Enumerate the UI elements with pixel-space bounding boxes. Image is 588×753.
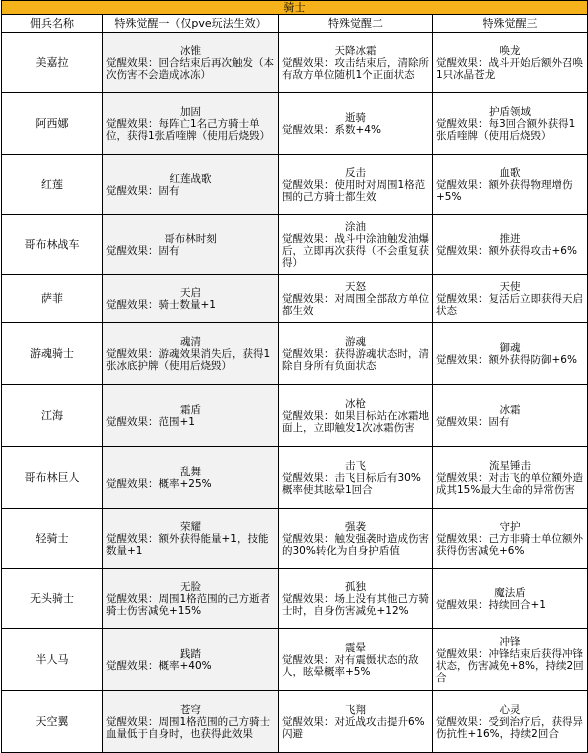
awakening-2-skill: 涂油 xyxy=(345,220,366,233)
awakening-1-skill: 红莲战歌 xyxy=(169,172,212,185)
mercenary-name: 阿西娜 xyxy=(2,93,103,155)
awakening-2-cell xyxy=(279,691,433,753)
awakening-2-skill: 天降冰霜 xyxy=(334,44,377,57)
mercenary-name: 萨菲 xyxy=(2,275,103,323)
mercenary-name: 哥布林战车 xyxy=(2,215,103,275)
table-row xyxy=(2,215,588,275)
header-awakening-1: 特殊觉醒一（仅pve玩法生效） xyxy=(103,15,279,33)
awakening-2-effect: 觉醒效果：击飞目标后有30%概率使其眩晕1回合 xyxy=(282,471,421,496)
awakening-2-skill: 孤独 xyxy=(345,580,366,593)
awakening-3-cell xyxy=(433,509,588,569)
header-mercenary-name: 佣兵名称 xyxy=(2,15,103,33)
awakening-1-effect: 觉醒效果：范围+1 xyxy=(106,415,195,428)
awakening-3-skill: 唤龙 xyxy=(499,44,521,57)
table-row xyxy=(2,385,588,447)
awakening-3-skill: 心灵 xyxy=(499,703,521,716)
awakening-3-effect: 觉醒效果：己方非骑士单位额外获得伤害减免+6% xyxy=(436,532,583,557)
awakening-2-effect: 觉醒效果：对近战攻击提升6%闪避 xyxy=(282,715,425,740)
table-row xyxy=(2,447,588,509)
awakening-3-effect: 觉醒效果：对击飞的单位额外造成其15%最大生命的异常伤害 xyxy=(436,471,583,496)
awakening-1-effect: 觉醒效果：周围1格范围的己方逝者骑士伤害减免+15% xyxy=(106,592,271,617)
awakening-2-effect: 觉醒效果：场上没有其他己方骑士时，自身伤害减免+12% xyxy=(282,592,429,617)
awakening-3-skill: 护盾领域 xyxy=(489,105,531,118)
mercenary-name: 游魂骑士 xyxy=(2,323,103,385)
awakening-2-cell xyxy=(279,569,433,629)
mercenary-name: 江海 xyxy=(2,385,103,447)
awakening-2-cell xyxy=(279,215,433,275)
table-row xyxy=(2,629,588,691)
awakening-2-cell xyxy=(279,323,433,385)
awakening-3-cell xyxy=(433,447,588,509)
awakening-2-cell xyxy=(279,155,433,215)
table-title: 骑士 xyxy=(2,1,588,15)
awakening-1-skill: 苍穹 xyxy=(180,703,201,716)
awakening-3-skill: 推进 xyxy=(499,232,521,245)
mercenary-name: 美嘉拉 xyxy=(2,33,103,93)
awakening-2-skill: 震晕 xyxy=(345,641,366,654)
awakening-3-skill: 血歌 xyxy=(499,166,521,179)
awakening-1-cell xyxy=(103,215,279,275)
awakening-2-cell xyxy=(279,629,433,691)
awakening-2-skill: 游魂 xyxy=(345,335,366,348)
awakening-3-effect: 觉醒效果：冲锋结束后获得冲锋状态，伤害减免+8%，持续2回合 xyxy=(436,647,584,684)
awakening-3-skill: 冲锋 xyxy=(499,635,521,648)
mercenary-name: 哥布林巨人 xyxy=(2,447,103,509)
awakening-3-cell xyxy=(433,155,588,215)
awakening-3-effect: 觉醒效果：额外获得防御+6% xyxy=(436,353,577,366)
awakening-3-cell xyxy=(433,33,588,93)
awakening-1-skill: 哥布林时刻 xyxy=(164,232,217,245)
table-row xyxy=(2,33,588,93)
mercenary-name: 半人马 xyxy=(2,629,103,691)
awakening-2-cell xyxy=(279,447,433,509)
awakening-2-skill: 强袭 xyxy=(345,520,366,533)
mercenary-name: 红莲 xyxy=(2,155,103,215)
awakening-3-skill: 魔法盾 xyxy=(494,586,526,599)
awakening-2-effect: 觉醒效果：获得游魂状态时，清除自身所有负面状态 xyxy=(282,347,429,372)
awakening-3-skill: 流星锤击 xyxy=(489,459,531,472)
awakening-1-cell xyxy=(103,33,279,93)
awakening-1-skill: 冰锥 xyxy=(180,44,201,57)
awakening-2-skill: 飞翔 xyxy=(345,703,366,716)
awakening-3-skill: 冰霜 xyxy=(499,403,521,416)
awakening-3-skill: 天使 xyxy=(499,280,521,293)
awakening-1-skill: 加固 xyxy=(180,105,201,118)
awakening-2-effect: 觉醒效果：系数+4% xyxy=(282,123,381,136)
awakening-1-effect: 觉醒效果：骑士数量+1 xyxy=(106,298,216,311)
awakening-1-effect: 觉醒效果：回合结束后再次触发（本次伤害不会造成冰冻） xyxy=(106,56,274,81)
awakening-2-skill: 天怒 xyxy=(345,280,366,293)
awakening-2-cell xyxy=(279,509,433,569)
awakening-3-cell xyxy=(433,93,588,155)
awakening-3-cell xyxy=(433,385,588,447)
awakening-1-effect: 觉醒效果：概率+25% xyxy=(106,477,212,490)
awakening-2-effect: 觉醒效果：触发强袭时造成伤害的30%转化为自身护盾值 xyxy=(282,532,429,557)
awakening-1-cell xyxy=(103,155,279,215)
awakening-1-skill: 霜盾 xyxy=(180,403,201,416)
table-row xyxy=(2,323,588,385)
awakening-1-effect: 觉醒效果：游魂效果消失后，获得1张冰底护牌（使用后烧毁） xyxy=(106,347,271,372)
mercenary-name: 无头骑士 xyxy=(2,569,103,629)
awakening-1-cell xyxy=(103,385,279,447)
awakening-1-cell xyxy=(103,629,279,691)
awakening-1-skill: 无脸 xyxy=(180,580,201,593)
table-title-row xyxy=(2,1,588,15)
table-row xyxy=(2,155,588,215)
awakening-3-cell xyxy=(433,569,588,629)
awakening-2-effect: 觉醒效果：攻击结束后，清除所有敌方单位随机1个正面状态 xyxy=(282,56,429,81)
awakening-1-effect: 觉醒效果：固有 xyxy=(106,244,180,257)
awakening-1-cell xyxy=(103,447,279,509)
awakening-2-cell xyxy=(279,275,433,323)
awakening-1-effect: 觉醒效果：概率+40% xyxy=(106,659,212,672)
awakening-1-effect: 觉醒效果：额外获得能量+1，技能数量+1 xyxy=(106,532,269,557)
awakening-1-cell xyxy=(103,275,279,323)
header-awakening-2: 特殊觉醒二 xyxy=(279,15,433,33)
awakening-2-cell xyxy=(279,33,433,93)
awakening-3-effect: 觉醒效果：持续回合+1 xyxy=(436,598,546,611)
awakening-3-effect: 觉醒效果：额外获得攻击+6% xyxy=(436,244,577,257)
mercenary-name: 天空翼 xyxy=(2,691,103,753)
table-row xyxy=(2,275,588,323)
table-row xyxy=(2,509,588,569)
awakening-2-cell xyxy=(279,385,433,447)
awakening-3-effect: 觉醒效果：复活后立即获得天启状态 xyxy=(436,292,583,317)
awakening-3-cell xyxy=(433,691,588,753)
header-awakening-3: 特殊觉醒三 xyxy=(433,15,588,33)
awakening-1-skill: 践踏 xyxy=(180,647,201,660)
awakening-1-skill: 天启 xyxy=(180,286,201,299)
awakening-3-cell xyxy=(433,275,588,323)
awakening-2-skill: 击飞 xyxy=(345,459,366,472)
awakening-2-effect: 觉醒效果：如果目标站在冰霜地面上，立即触发1次冰霜伤害 xyxy=(282,409,429,434)
awakening-2-effect: 觉醒效果：战斗中涂油触发油爆后，立即再次获得（不会重复获得） xyxy=(282,232,429,269)
awakening-2-skill: 反击 xyxy=(345,166,366,179)
awakening-2-skill: 逝骑 xyxy=(345,111,366,124)
awakening-3-effect: 觉醒效果：额外获得物理增伤+5% xyxy=(436,178,573,203)
awakening-1-effect: 觉醒效果：固有 xyxy=(106,184,180,197)
knight-awakening-table xyxy=(1,0,588,753)
awakening-3-cell xyxy=(433,629,588,691)
table-body xyxy=(2,33,588,753)
awakening-1-skill: 魂清 xyxy=(180,335,201,348)
awakening-2-effect: 觉醒效果：对有震慑状态的敌人，眩晕概率+5% xyxy=(282,653,419,678)
awakening-2-effect: 觉醒效果：使用时对周围1格范围的己方骑士都生效 xyxy=(282,178,426,203)
table-header-row xyxy=(2,15,588,33)
awakening-3-cell xyxy=(433,215,588,275)
awakening-1-cell xyxy=(103,93,279,155)
awakening-2-skill: 冰枪 xyxy=(345,397,366,410)
awakening-3-effect: 觉醒效果：每3回合额外获得1张盾喹牌（使用后烧毁） xyxy=(436,117,576,142)
awakening-1-effect: 觉醒效果：周围1格范围的己方骑士血量低于自身时，也获得此效果 xyxy=(106,715,271,740)
table-row xyxy=(2,93,588,155)
awakening-1-cell xyxy=(103,569,279,629)
awakening-2-cell xyxy=(279,93,433,155)
table-row xyxy=(2,691,588,753)
awakening-2-effect: 觉醒效果：对周围全部敌方单位都生效 xyxy=(282,292,429,317)
awakening-1-effect: 觉醒效果：每阵亡1名己方骑士单位，获得1张盾喹牌（使用后烧毁） xyxy=(106,117,271,142)
awakening-3-effect: 觉醒效果：战斗开始后额外召唤1只冰晶苍龙 xyxy=(436,56,583,81)
awakening-3-effect: 觉醒效果：固有 xyxy=(436,415,510,428)
awakening-1-cell xyxy=(103,691,279,753)
mercenary-name: 轻骑士 xyxy=(2,509,103,569)
awakening-3-skill: 守护 xyxy=(499,520,521,533)
awakening-3-cell xyxy=(433,323,588,385)
awakening-1-skill: 荣耀 xyxy=(180,520,201,533)
table-row xyxy=(2,569,588,629)
awakening-1-cell xyxy=(103,323,279,385)
awakening-3-effect: 觉醒效果：受到治疗后，获得异伤抗性+16%，持续2回合 xyxy=(436,715,583,740)
awakening-1-skill: 乱舞 xyxy=(180,465,201,478)
awakening-3-skill: 御魂 xyxy=(499,341,521,354)
awakening-1-cell xyxy=(103,509,279,569)
